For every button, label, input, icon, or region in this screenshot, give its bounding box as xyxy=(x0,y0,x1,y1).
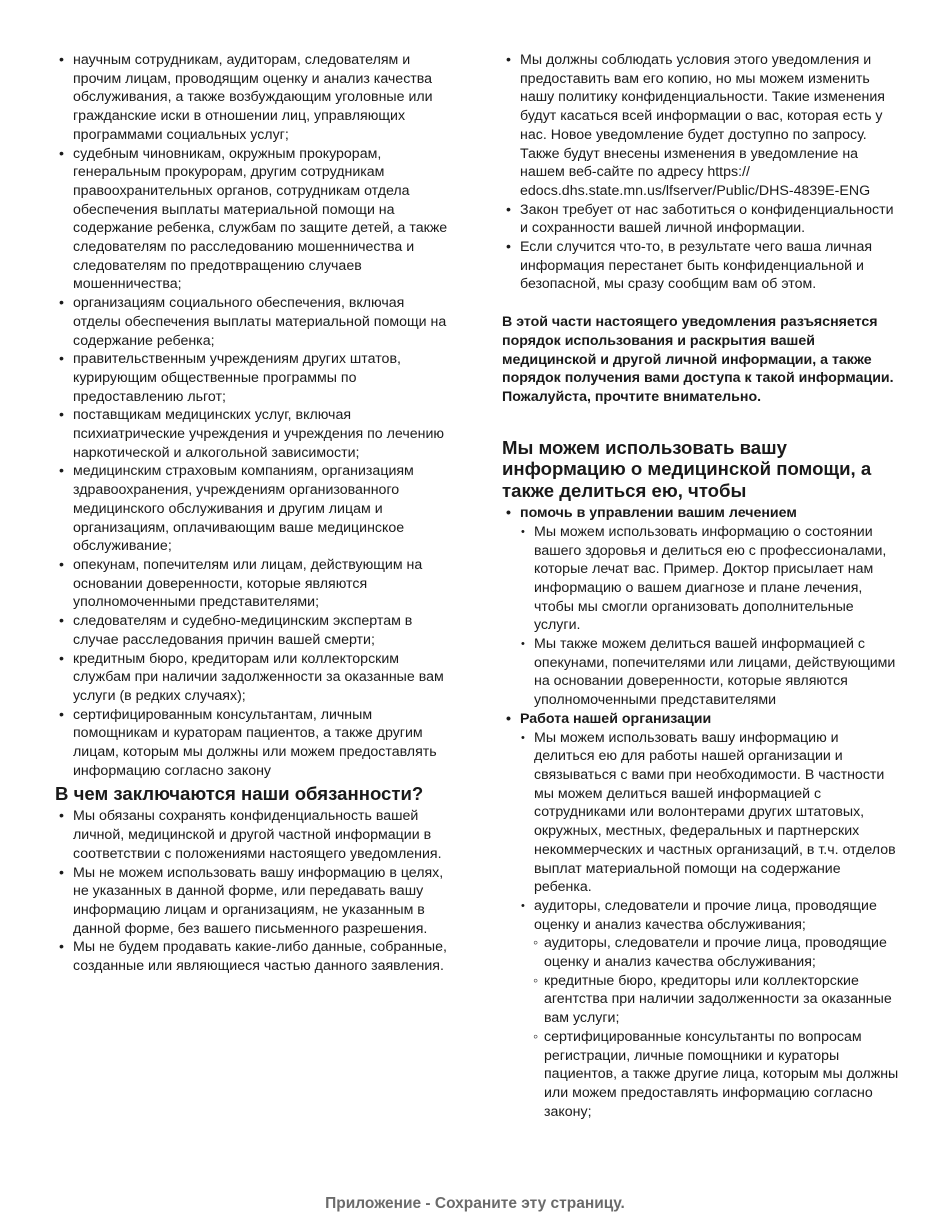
list-item: • сертифицированным консультантам, личным помощникам и кураторам пациентов, а также другим лицам, которым мы должны или можем предоставлять информацию согласно закону xyxy=(55,706,450,781)
operations-list xyxy=(520,729,900,1122)
list-item: • Мы не будем продавать какие-либо данные, собранные, созданные или являющиеся частью данного заявления. xyxy=(55,938,450,975)
list-item: • Мы обязаны сохранять конфиденциальность вашей личной, медицинской и другой частной информации в соответствии с положениями настоящего уведомления. xyxy=(55,807,450,863)
list-item: • Мы можем использовать вашу информацию и делиться ею для работы нашей организации и связываться с вами при необходимости. В частности мы можем делиться вашей информацией с сотрудниками или волонтерами других штатовых, окружных, местных, федеральных и партнерских некоммерческих и частных организаций, в т.ч. отделов выплат материальной помощи на содержание ребенка. xyxy=(520,729,900,897)
operations-heading: • Работа нашей организации xyxy=(520,710,712,727)
website-link[interactable]: edocs.dhs.state.mn.us/lfserver/Public/DHS-4839E-ENG xyxy=(520,182,871,199)
list-item: • Если случится что-то, в результате чего ваша личная информация перестанет быть конфиденциальной и безопасной, мы сразу сообщим вам об этом. xyxy=(502,238,900,294)
list-item: • медицинским страховым компаниям, организациям здравоохранения, учреждениям организованного медицинского обслуживания и другим лицам и организациям, оплачивающим ваше медицинское обслуживание; xyxy=(55,462,450,556)
list-item: • Мы не можем использовать вашу информацию в целях, не указанных в данной форме, или передавать вашу информацию лицам и организациям, не указанным в данной форме, без вашего письменного разрешения. xyxy=(55,864,450,939)
list-item xyxy=(520,897,900,1121)
duties-text: Мы должны соблюдать условия этого уведомления и предоставить вам его копию, но мы можем изменить нашу политику конфиденциальности. Такие изменения будут касаться всей информации о вас, которая есть у нас. Новое уведомление будет доступно по запросу. Также будут внесены изменения в уведомление на нашем веб-сайте по адресу https:// xyxy=(520,52,885,181)
duties-heading: В чем заключаются наши обязанности? xyxy=(55,783,424,805)
list-item xyxy=(502,710,900,1121)
page-footer: Приложение - Сохраните эту страницу. xyxy=(325,1195,625,1212)
list-item: • кредитным бюро, кредиторам или коллекторским службам при наличии задолженности за оказанные вам услуги (в редких случаях); xyxy=(55,650,450,706)
list-item: • организациям социального обеспечения, включая отделы обеспечения выплаты материальной помощи на содержание ребенка; xyxy=(55,294,450,350)
treatment-heading: • помочь в управлении вашим лечением xyxy=(520,505,797,522)
use-list xyxy=(502,504,900,1121)
list-item: • правительственным учреждениям других штатов, курирующим общественные программы по предоставлению льгот; xyxy=(55,350,450,406)
operations-sublist xyxy=(533,934,900,1121)
list-item: • Мы можем использовать информацию о состоянии вашего здоровья и делиться ею с профессионалами, которые лечат вас. Пример. Доктор присылает нам информацию о вашем диагнозе и плане лечения, чтобы мы смогли организовать дополнительные услуги. xyxy=(520,523,900,635)
recipients-list xyxy=(55,51,450,780)
list-item: • научным сотрудникам, аудиторам, следователям и прочим лицам, проводящим оценку и анализ качества обслуживания, а также возбуждающим уголовные или гражданские иски в отношении лиц, управляющих программами социальных услуг; xyxy=(55,51,450,145)
left-column xyxy=(55,51,450,976)
list-item: ◦ сертифицированные консультанты по вопросам регистрации, личные помощники и кураторы пациентов, а также другие лица, которым мы должны или можем предоставлять информацию согласно закону; xyxy=(533,1028,900,1122)
list-item xyxy=(502,51,900,201)
list-item: • поставщикам медицинских услуг, включая психиатрические учреждения и учреждения по лечению наркотической и алкогольной зависимости; xyxy=(55,406,450,462)
duties-list xyxy=(55,807,450,975)
duties-continued-list xyxy=(502,51,900,294)
list-item: • следователям и судебно-медицинским экспертам в случае расследования причин вашей смерти; xyxy=(55,612,450,649)
list-item: • судебным чиновникам, окружным прокурорам, генеральным прокурорам, другим сотрудникам правоохранительных органов, сотрудникам отдела обеспечения выплаты материальной помощи на содержание ребенка, службам по защите детей, а также следователям по расследованию мошенничества и следователям по предотвращению случаев мошенничества; xyxy=(55,145,450,295)
list-item: • Мы также можем делиться вашей информацией с опекунами, попечителями или лицами, действующими на основании доверенности, которые являются уполномоченными представителями xyxy=(520,635,900,710)
list-item: • опекунам, попечителям или лицам, действующим на основании доверенности, которые являются уполномоченными представителями; xyxy=(55,556,450,612)
list-item xyxy=(502,504,900,710)
right-column xyxy=(502,51,900,1121)
operations-item-text: • аудиторы, следователи и прочие лица, проводящие оценку и анализ качества обслуживания; xyxy=(534,897,877,933)
list-item: ◦ кредитные бюро, кредиторы или коллекторские агентства при наличии задолженности за оказанные вам услуги; xyxy=(533,972,900,1028)
use-heading: Мы можем использовать вашу информацию о медицинской помощи, а также делиться ею, чтобы xyxy=(502,436,872,501)
list-item: ◦ аудиторы, следователи и прочие лица, проводящие оценку и анализ качества обслуживания; xyxy=(533,934,900,971)
treatment-list xyxy=(520,523,900,710)
list-item: • Закон требует от нас заботиться о конфиденциальности и сохранности вашей личной информации. xyxy=(502,201,900,238)
intro-paragraph: В этой части настоящего уведомления разъясняется порядок использования и раскрытия вашей медицинской и другой личной информации, а также порядок получения вами доступа к такой информации. Пожалуйста, прочтите внимательно. xyxy=(502,314,894,405)
